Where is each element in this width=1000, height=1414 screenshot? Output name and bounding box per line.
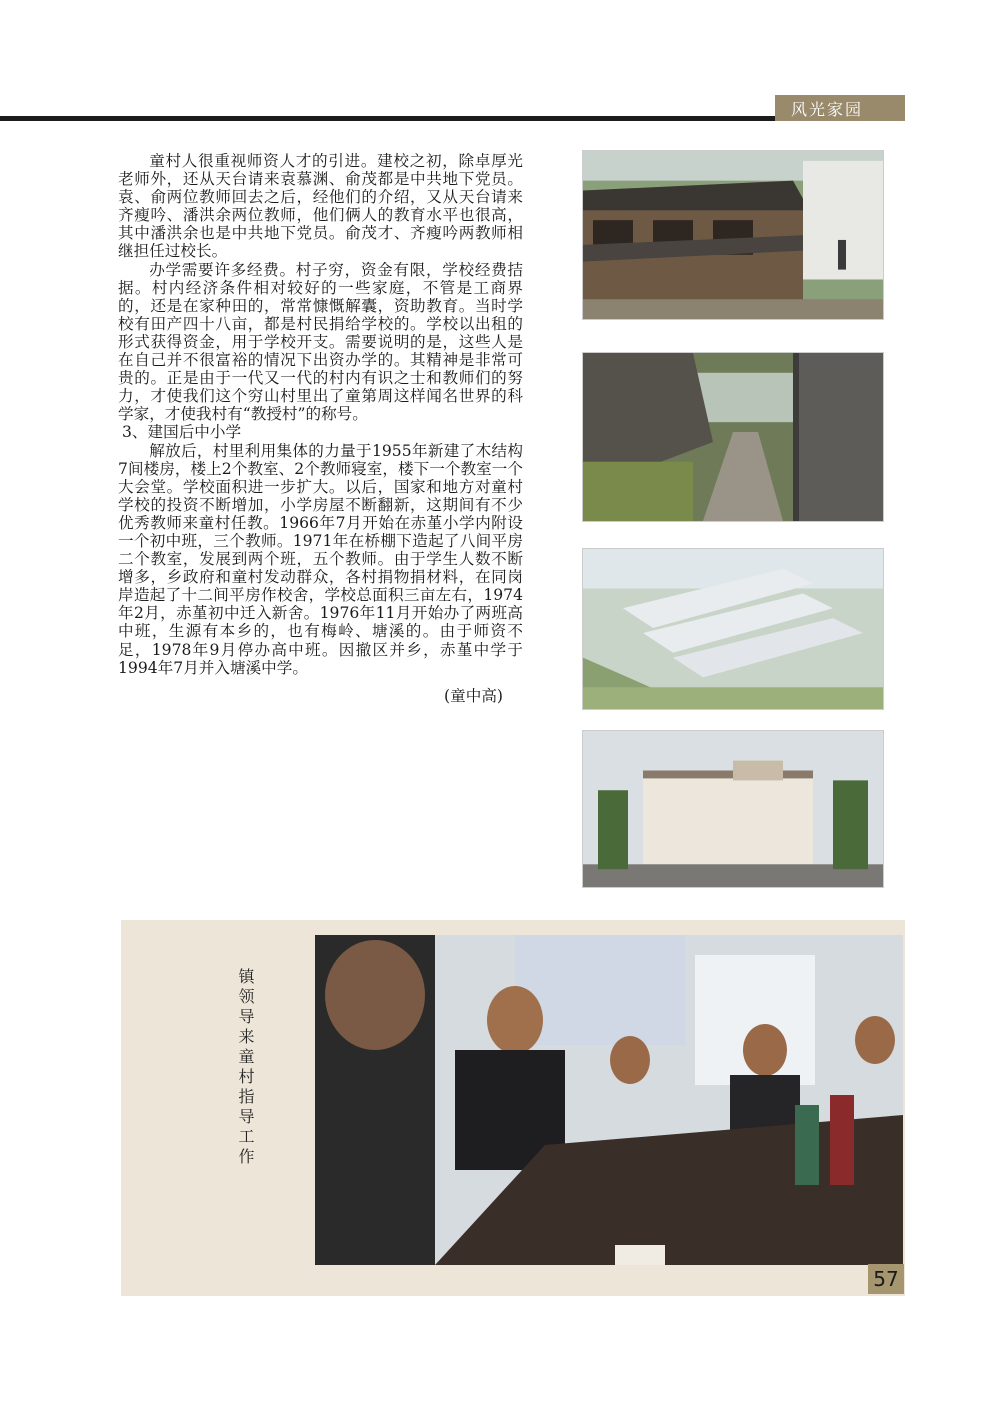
- photo-caption: 镇领导来童村指导工作: [236, 968, 255, 1168]
- section-title: 风光家园: [775, 95, 905, 121]
- article-paragraph: 解放后，村里利用集体的力量于1955年新建了木结构7间楼房，楼上2个教室、2个教师寝室，楼下一个教室一个大会堂。学校面积进一步扩大。以后，国家和地方对童村学校的投资不断增加，小学房屋不断翻新，这期间有不少优秀教师来童村任教。1966年7月开始在赤堇小学内附设一个初中班，三个教师。1971年在桥棚下造起了八间平房二个教室，发展到两个班，五个教师。由于学生人数不断增多，乡政府和童村发动群众，各村捐物捐材料，在同岗岸造起了十二间平房作校舍，学校总面积三亩左右，1974年2月，赤堇初中迁入新舍。1976年11月开始办了两班高中班，生源有本乡的，也有梅岭、塘溪的。由于师资不足，1978年9月停办高中班。因撤区并乡，赤堇中学于1994年7月并入塘溪中学。: [118, 441, 523, 677]
- article-paragraph: 童村人很重视师资人才的引进。建校之初，除卓厚光老师外，还从天台请来袁慕渊、俞茂都是中共地下党员。袁、俞两位教师回去之后，经他们的介绍，又从天台请来齐瘦吟、潘洪余两位教师，他们俩人的教育水平也很高，其中潘洪余也是中共地下党员。俞茂才、齐瘦吟两教师相继担任过校长。: [118, 152, 523, 261]
- article-subheading: 3、建国后中小学: [122, 423, 242, 442]
- article-body: [118, 152, 523, 705]
- page-number: 57: [868, 1264, 904, 1294]
- photo-old-houses: [582, 150, 884, 320]
- photo-village-lane: [582, 352, 884, 522]
- article-paragraph: 办学需要许多经费。村子穷，资金有限，学校经费拮据。村内经济条件相对较好的一些家庭，不管是工商界的，还是在家种田的，常常慷慨解囊，资助教育。当时学校有田产四十八亩，都是村民捐给学校的。学校以出租的形式获得资金，用于学校开支。需要说明的是，这些人是在自己并不很富裕的情况下出资办学的。其精神是非常可贵的。正是由于一代又一代的村内有识之士和教师们的努力，才使我们这个穷山村里出了童第周这样闻名世界的科学家，才使我村有“教授村”的称号。: [118, 260, 523, 424]
- photo-campus-rendering: [582, 548, 884, 710]
- article-author: (童中高): [444, 686, 503, 705]
- header-rule: [0, 116, 775, 121]
- photo-meeting: [315, 935, 903, 1265]
- photo-school-building: [582, 730, 884, 888]
